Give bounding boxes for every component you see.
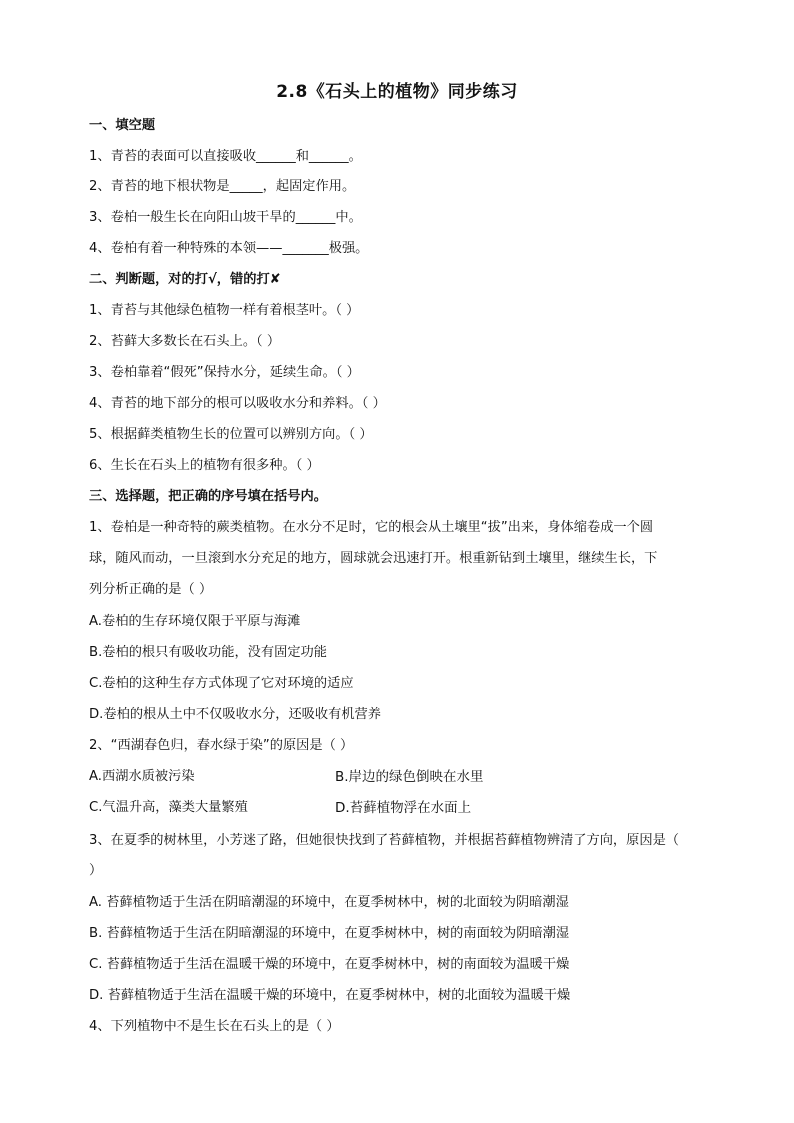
section-heading-fill-blank: 一、填空题 (89, 118, 156, 133)
answer-option: A.西湖水质被污染 (89, 769, 195, 784)
true-false-item: 2、苔藓大多数长在石头上。（ ） (89, 334, 281, 349)
section-heading-true-false: 二、判断题，对的打√，错的打✘ (89, 272, 281, 287)
true-false-item: 5、根据藓类植物生长的位置可以辨别方向。（ ） (89, 427, 373, 442)
question-stem-line: 球，随风而动，一旦滚到水分充足的地方，圆球就会迅速打开。根重新钻到土壤里，继续生长，下 (89, 551, 658, 566)
answer-option: D.卷柏的根从土中不仅吸收水分，还吸收有机营养 (89, 707, 381, 722)
fill-blank-item: 1、青苔的表面可以直接吸收______和______。 (89, 149, 362, 164)
question-stem-line: ） (89, 863, 103, 878)
fill-blank-item: 3、卷柏一般生长在向阳山坡干旱的______中。 (89, 210, 362, 225)
answer-option: A. 苔藓植物适于生活在阴暗潮湿的环境中，在夏季树林中，树的北面较为阴暗潮湿 (89, 895, 569, 910)
answer-option: D.苔藓植物浮在水面上 (335, 800, 472, 816)
answer-option: C. 苔藓植物适于生活在温暖干燥的环境中，在夏季树林中，树的南面较为温暖干燥 (89, 957, 570, 972)
true-false-item: 3、卷柏靠着“假死”保持水分，延续生命。（ ） (89, 365, 360, 380)
answer-option: B.岸边的绿色倒映在水里 (335, 769, 484, 785)
answer-option: B.卷柏的根只有吸收功能，没有固定功能 (89, 645, 327, 660)
answer-option: C.卷柏的这种生存方式体现了它对环境的适应 (89, 676, 354, 691)
question-stem-line: 4、下列植物中不是生长在石头上的是（ ） (89, 1019, 340, 1034)
true-false-item: 1、青苔与其他绿色植物一样有着根茎叶。（ ） (89, 303, 360, 318)
section-heading-multiple-choice: 三、选择题，把正确的序号填在括号内。 (89, 489, 327, 504)
fill-blank-item: 4、卷柏有着一种特殊的本领——_______极强。 (89, 241, 369, 256)
fill-blank-item: 2、青苔的地下根状物是_____，起固定作用。 (89, 179, 356, 194)
page-title: 2.8《石头上的植物》同步练习 (276, 82, 518, 102)
true-false-item: 6、生长在石头上的植物有很多种。（ ） (89, 458, 320, 473)
question-stem-line: 1、卷柏是一种奇特的蕨类植物。在水分不足时，它的根会从土壤里“拔”出来，身体缩卷成一个圆 (89, 520, 654, 535)
answer-option: A.卷柏的生存环境仅限于平原与海滩 (89, 614, 301, 629)
answer-option: C.气温升高，藻类大量繁殖 (89, 800, 248, 815)
true-false-item: 4、青苔的地下部分的根可以吸收水分和养料。（ ） (89, 396, 386, 411)
question-stem-line: 列分析正确的是（ ） (89, 582, 213, 597)
question-stem-line: 2、“西湖春色归，春水绿于染”的原因是（ ） (89, 738, 354, 753)
answer-option: B. 苔藓植物适于生活在阴暗潮湿的环境中，在夏季树林中，树的南面较为阴暗潮湿 (89, 926, 570, 941)
answer-option: D. 苔藓植物适于生活在温暖干燥的环境中，在夏季树林中，树的北面较为温暖干燥 (89, 988, 571, 1003)
question-stem-line: 3、在夏季的树林里，小芳迷了路，但她很快找到了苔藓植物，并根据苔藓植物辨清了方向，原因是（ (89, 833, 680, 848)
